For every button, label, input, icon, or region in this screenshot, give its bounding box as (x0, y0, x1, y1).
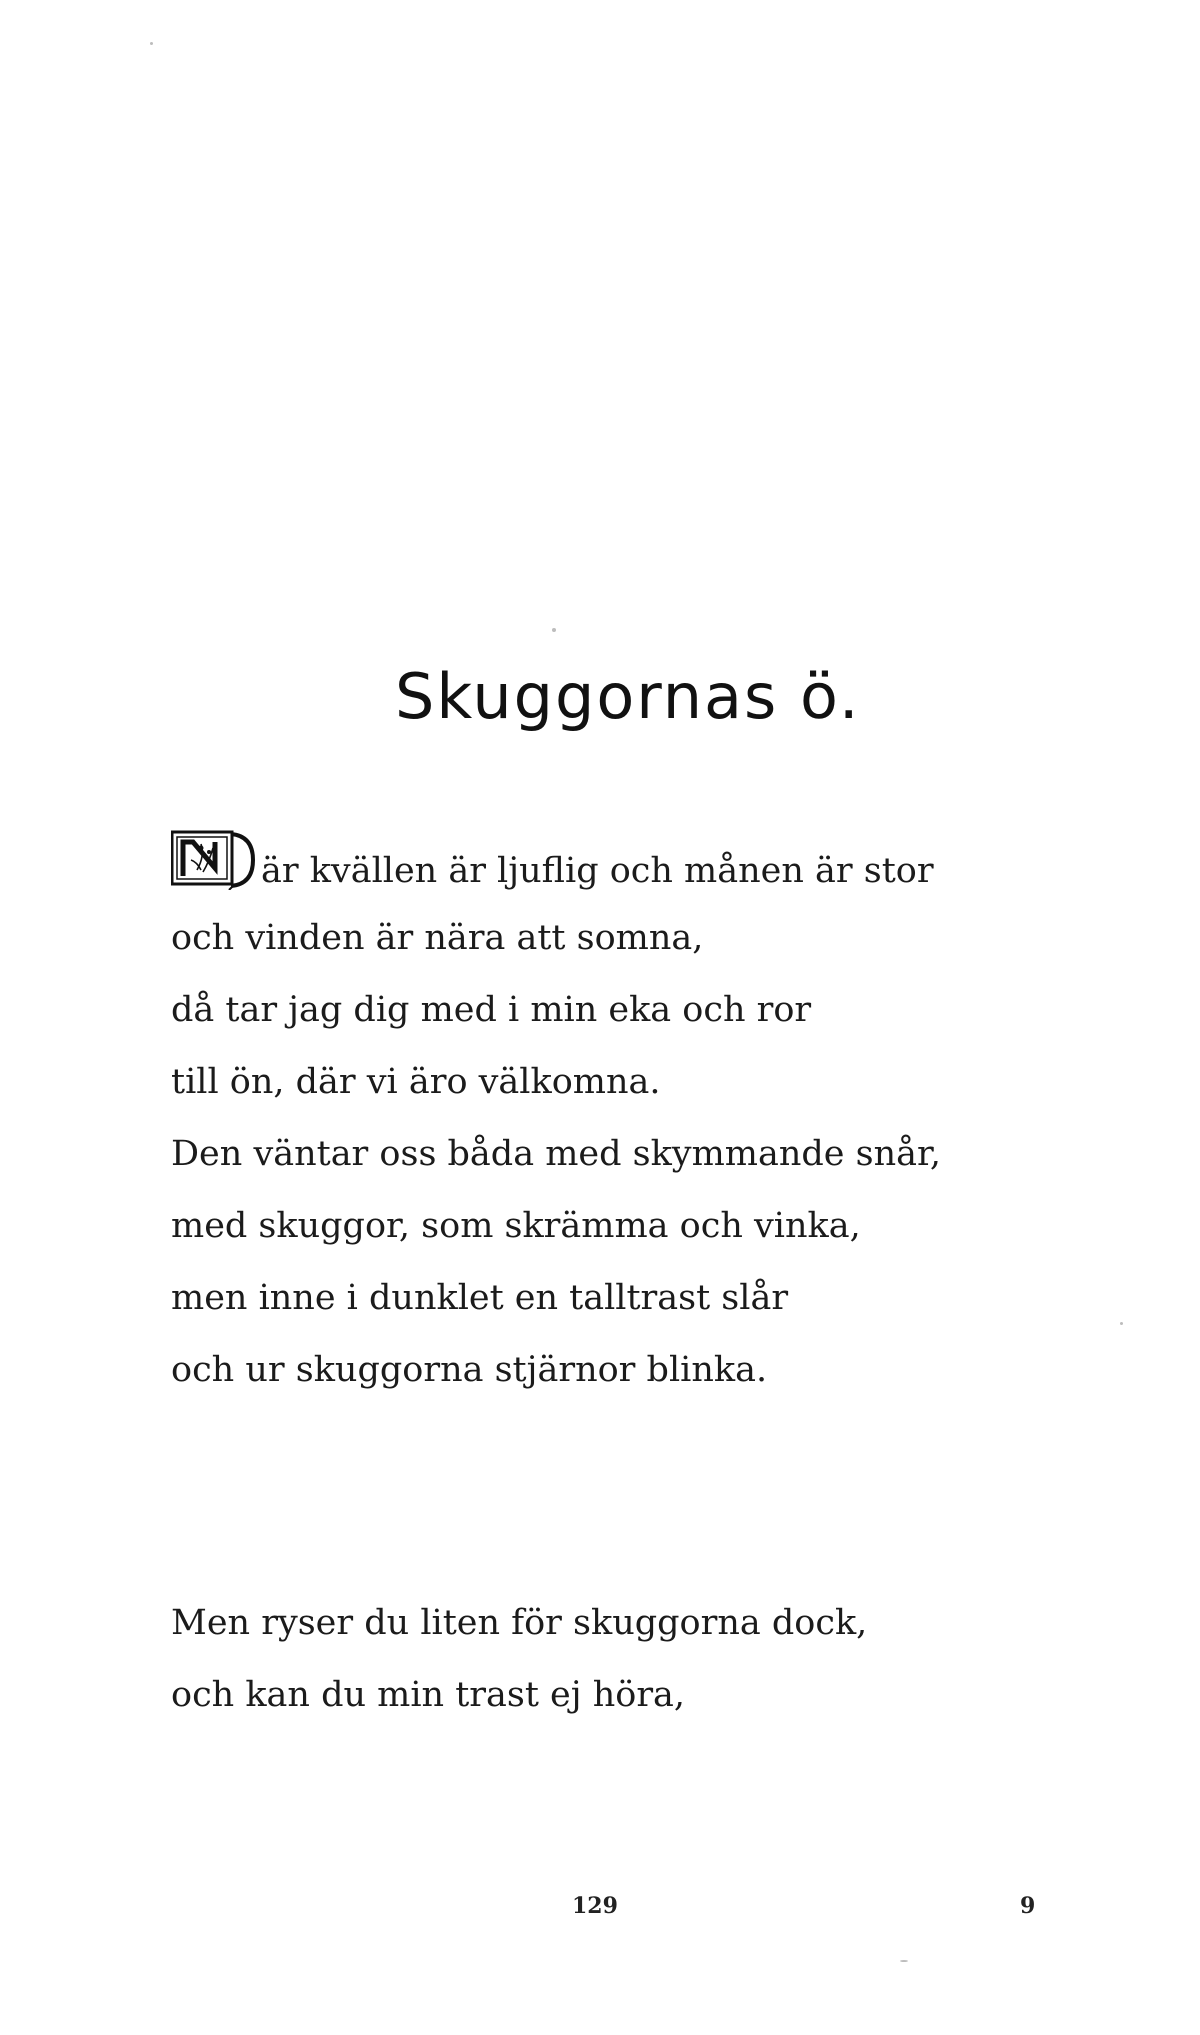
paper-speck (900, 1960, 908, 1962)
ornamental-drop-cap-icon (171, 830, 257, 890)
poem-line: och vinden är nära att somna, (171, 918, 704, 958)
poem-line: men inne i dunklet en talltrast slår (171, 1278, 789, 1318)
poem-line: då tar jag dig med i min eka och ror (171, 990, 812, 1030)
poem-line: Men ryser du liten för skuggorna dock, (171, 1603, 868, 1643)
signature-mark: 9 (1020, 1893, 1036, 1919)
paper-speck (1120, 1322, 1123, 1325)
poem-line: Den väntar oss båda med skymmande snår, (171, 1134, 941, 1174)
poem-line: och ur skuggorna stjärnor blinka. (171, 1350, 768, 1390)
stanza-1 (171, 830, 1071, 1406)
paper-speck (552, 628, 556, 632)
poem-title: Skuggornas ö. (395, 660, 861, 733)
stanza-2 (171, 1587, 1071, 1731)
poem-line-text: är kvällen är ljuflig och månen är stor (261, 851, 934, 891)
page-number: 129 (572, 1893, 618, 1919)
poem-line (171, 830, 1071, 902)
poem-line: med skuggor, som skrämma och vinka, (171, 1206, 861, 1246)
paper-speck (150, 42, 153, 45)
poem-line: och kan du min trast ej höra, (171, 1675, 686, 1715)
poem-line: till ön, där vi äro välkomna. (171, 1062, 661, 1102)
